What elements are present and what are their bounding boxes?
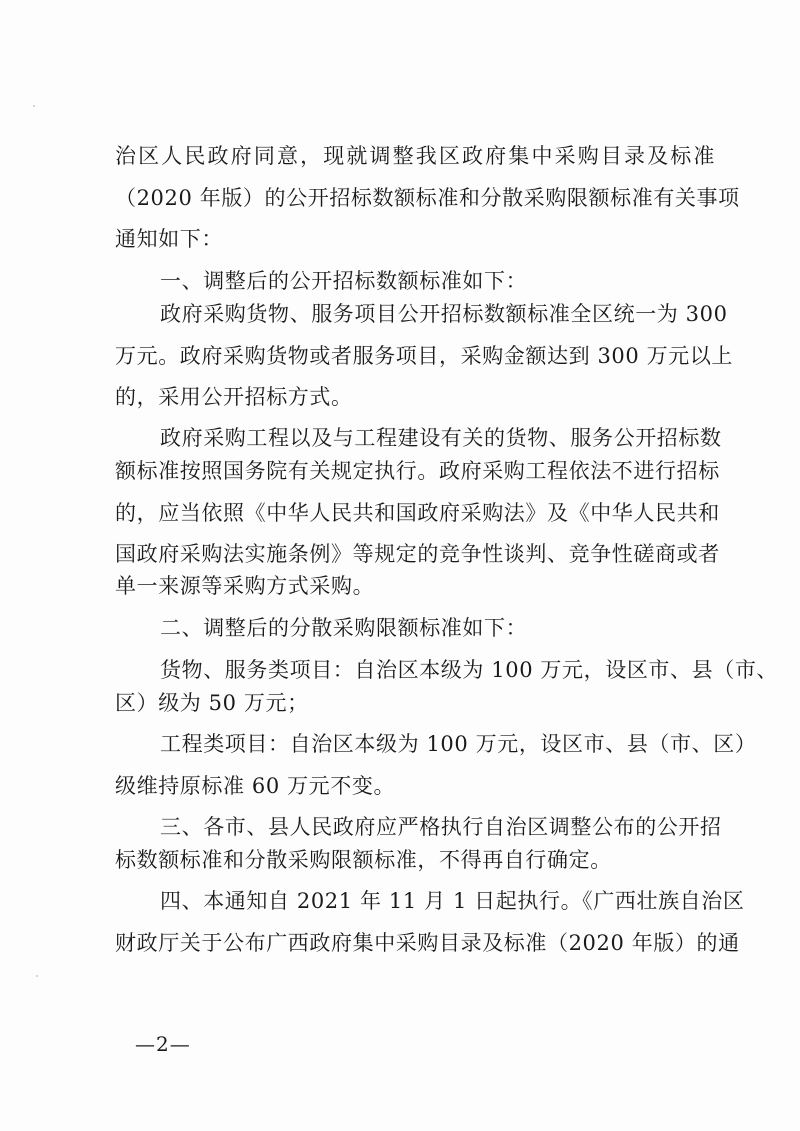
body-line: 标数额标准和分散采购限额标准，不得再自行确定。 — [115, 848, 612, 872]
body-line: 级维持原标准 60 万元不变。 — [115, 774, 396, 798]
body-line: 的，应当依照《中华人民共和国政府采购法》及《中华人民共和 — [115, 501, 720, 525]
body-line: 财政厅关于公布广西政府集中采购目录及标准（2020 年版）的通 — [115, 931, 740, 955]
body-line: 工程类项目：自治区本级为 100 万元，设区市、县（市、区） — [160, 732, 757, 756]
body-line: 万元。政府采购货物或者服务项目，采购金额达到 300 万元以上 — [115, 344, 734, 368]
body-line: 区）级为 50 万元； — [115, 691, 309, 715]
body-line: 货物、服务类项目：自治区本级为 100 万元，设区市、县（市、 — [160, 658, 779, 682]
body-line: 四、本通知自 2021 年 11 月 1 日起执行。《广西壮族自治区 — [160, 889, 745, 913]
body-line: 单一来源等采购方式采购。 — [115, 574, 375, 598]
body-line: 政府采购工程以及与工程建设有关的货物、服务公开招标数 — [160, 426, 722, 450]
body-line: 的，采用公开招标方式。 — [115, 385, 353, 409]
body-line: 额标准按照国务院有关规定执行。政府采购工程依法不进行招标 — [115, 459, 720, 483]
page-number: —2— — [135, 1032, 191, 1056]
body-line: 通知如下： — [115, 227, 223, 251]
body-line: （2020 年版）的公开招标数额标准和分散采购限额标准有关事项 — [115, 186, 740, 210]
body-line: 三、各市、县人民政府应严格执行自治区调整公布的公开招 — [160, 815, 722, 839]
scan-speck — [36, 975, 38, 977]
scan-speck — [33, 105, 35, 107]
section-heading: 二、调整后的分散采购限额标准如下： — [160, 616, 528, 640]
section-heading: 一、调整后的公开招标数额标准如下： — [160, 269, 528, 293]
body-line: 治区人民政府同意，现就调整我区政府集中采购目录及标准 — [115, 144, 715, 168]
body-line: 国政府采购法实施条例》等规定的竞争性谈判、竞争性磋商或者 — [115, 542, 720, 566]
body-line: 政府采购货物、服务项目公开招标数额标准全区统一为 300 — [160, 302, 728, 326]
